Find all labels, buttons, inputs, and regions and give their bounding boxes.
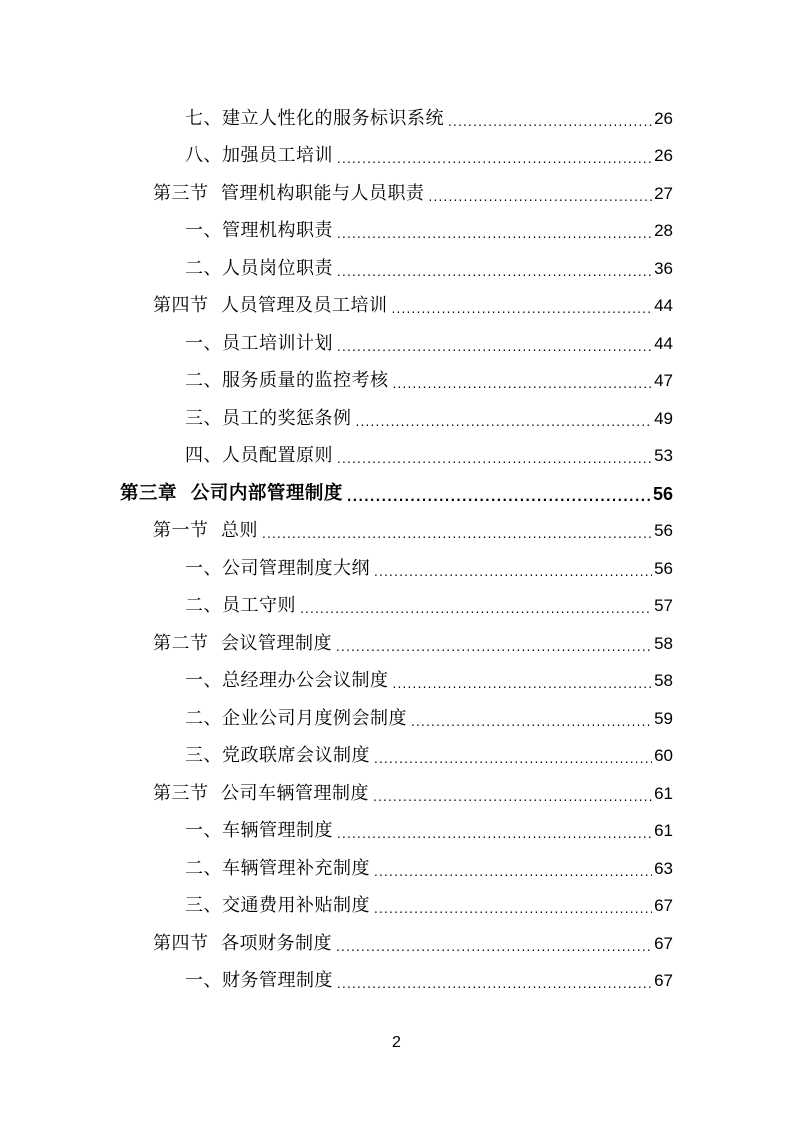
toc-entry[interactable] (185, 438, 673, 476)
toc-entry-title: 一、公司管理制度大纲 (185, 557, 370, 579)
toc-entry[interactable] (153, 175, 673, 213)
toc-entry-title: 三、党政联席会议制度 (185, 745, 370, 767)
toc-entry-title: 一、总经理办公会议制度 (185, 670, 389, 692)
toc-entry[interactable] (185, 325, 673, 363)
toc-entry[interactable] (185, 700, 673, 738)
toc-entry-page: 58 (654, 671, 673, 691)
toc-entry-page: 56 (652, 483, 673, 504)
toc-entry-title: 二、企业公司月度例会制度 (185, 707, 407, 729)
toc-entry[interactable] (185, 813, 673, 851)
toc-entry-page: 44 (654, 333, 673, 353)
toc-entry-page: 59 (654, 708, 673, 728)
toc-entry[interactable] (153, 288, 673, 326)
toc-entry[interactable] (185, 738, 673, 776)
toc-leader-dots (356, 412, 653, 432)
toc-leader-dots (337, 224, 652, 244)
toc-entry-page: 27 (654, 183, 673, 203)
toc-entry-title: 三、员工的奖惩条例 (185, 407, 352, 429)
toc-entry[interactable] (153, 775, 673, 813)
toc-entry-page: 60 (654, 746, 673, 766)
toc-entry-page: 44 (654, 296, 673, 316)
toc-leader-dots (337, 449, 652, 469)
toc-entry-title: 四、人员配置原则 (185, 445, 333, 467)
toc-entry-page: 36 (654, 258, 673, 278)
toc-entry-page: 26 (654, 146, 673, 166)
toc-leader-dots (337, 262, 652, 282)
toc-leader-dots (393, 374, 653, 394)
toc-entry[interactable] (185, 588, 673, 626)
toc-entry-title: 三、交通费用补贴制度 (185, 895, 370, 917)
toc-entry-title: 第三节 公司车辆管理制度 (153, 782, 369, 804)
toc-leader-dots (428, 187, 652, 207)
toc-entry-title: 七、建立人性化的服务标识系统 (185, 107, 444, 129)
toc-leader-dots (411, 712, 652, 732)
toc-entry-page: 49 (654, 408, 673, 428)
toc-entry[interactable] (185, 363, 673, 401)
toc-leader-dots (336, 937, 652, 957)
toc-entry[interactable] (185, 400, 673, 438)
toc-entry-page: 63 (654, 858, 673, 878)
toc-leader-dots (347, 487, 651, 507)
toc-leader-dots (336, 637, 652, 657)
toc-entry[interactable] (185, 888, 673, 926)
toc-entry-page: 61 (654, 821, 673, 841)
toc-entry-title: 一、管理机构职责 (185, 220, 333, 242)
toc-entry-page: 58 (654, 633, 673, 653)
toc-entry-page: 56 (654, 558, 673, 578)
toc-entry-title: 八、加强员工培训 (185, 145, 333, 167)
toc-leader-dots (300, 599, 652, 619)
page-number: 2 (392, 1034, 401, 1051)
toc-leader-dots (374, 862, 652, 882)
toc-leader-dots (337, 974, 652, 994)
toc-entry-page: 56 (654, 521, 673, 541)
toc-entry[interactable] (185, 138, 673, 176)
toc-entry-page: 28 (654, 221, 673, 241)
toc-leader-dots (374, 749, 652, 769)
toc-entry-title: 第一节 总则 (153, 520, 258, 542)
toc-entry-title: 二、车辆管理补充制度 (185, 857, 370, 879)
toc-entry[interactable] (185, 963, 673, 1001)
toc-leader-dots (374, 562, 652, 582)
toc-entry-title: 第三节 管理机构职能与人员职责 (153, 182, 425, 204)
toc-leader-dots (391, 299, 652, 319)
toc-entry-page: 26 (654, 108, 673, 128)
toc-entry[interactable] (185, 250, 673, 288)
toc-leader-dots (448, 112, 652, 132)
toc-entry-title: 二、员工守则 (185, 595, 296, 617)
toc-entry-page: 67 (654, 896, 673, 916)
toc-entry-page: 61 (654, 783, 673, 803)
toc-entry-title: 二、服务质量的监控考核 (185, 370, 389, 392)
toc-entry[interactable] (185, 663, 673, 701)
toc-leader-dots (337, 824, 652, 844)
toc-entry[interactable] (185, 100, 673, 138)
toc-entry[interactable] (185, 213, 673, 251)
toc-entry-title: 二、人员岗位职责 (185, 257, 333, 279)
toc-entry-title: 一、员工培训计划 (185, 332, 333, 354)
toc-entry-page: 57 (654, 596, 673, 616)
toc-entry[interactable] (153, 625, 673, 663)
toc-entry-title: 一、财务管理制度 (185, 970, 333, 992)
toc-entry-page: 67 (654, 933, 673, 953)
toc-leader-dots (393, 674, 653, 694)
toc-entry-title: 第二节 会议管理制度 (153, 632, 332, 654)
toc-entry[interactable] (153, 513, 673, 551)
toc-entry[interactable] (153, 925, 673, 963)
toc-entry[interactable] (185, 550, 673, 588)
toc-entry-title: 第四节 各项财务制度 (153, 932, 332, 954)
toc-entry-page: 67 (654, 971, 673, 991)
toc-entry-title: 一、车辆管理制度 (185, 820, 333, 842)
toc-leader-dots (374, 899, 652, 919)
toc-leader-dots (337, 149, 652, 169)
toc-leader-dots (337, 337, 652, 357)
toc-leader-dots (262, 524, 652, 544)
toc-entry-title: 第三章 公司内部管理制度 (120, 482, 343, 504)
toc-entry[interactable] (120, 475, 673, 513)
toc-entry-page: 47 (654, 371, 673, 391)
toc-entry-page: 53 (654, 446, 673, 466)
toc-leader-dots (373, 787, 652, 807)
toc-entry-title: 第四节 人员管理及员工培训 (153, 295, 388, 317)
toc-entry[interactable] (185, 850, 673, 888)
